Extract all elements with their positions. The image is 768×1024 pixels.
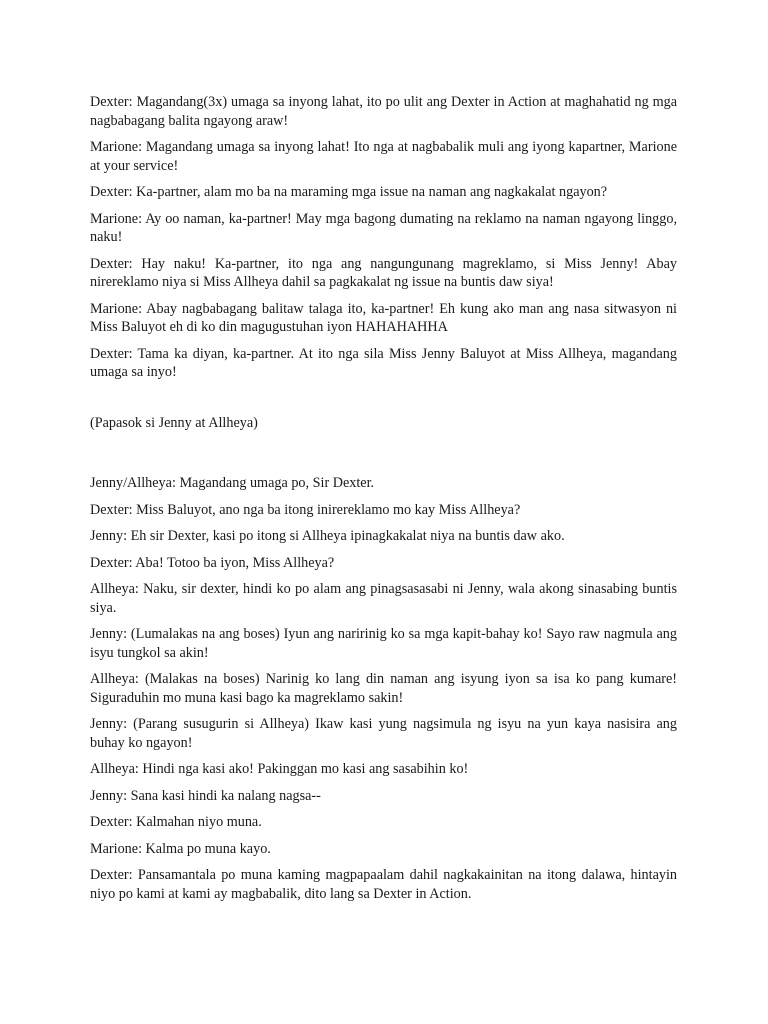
dialogue-line-jenny-1: Jenny: Eh sir Dexter, kasi po itong si Allheya ipinagkakalat niya na buntis daw ako. xyxy=(90,528,565,544)
dialogue-line-dexter-4: Dexter: Tama ka diyan, ka-partner. At ito nga sila Miss Jenny Baluyot at Miss Allheya, magandang umaga sa inyo! xyxy=(90,345,677,380)
dialogue-line-marione-1: Marione: Magandang umaga sa inyong lahat! Ito nga at nagbabalik muli ang iyong kapartner, Marione at your service! xyxy=(90,139,677,174)
dialogue-line-dexter-5: Dexter: Miss Baluyot, ano nga ba itong inirereklamo mo kay Miss Allheya? xyxy=(90,501,521,518)
dialogue-line-greeting: Jenny/Allheya: Magandang umaga po, Sir Dexter. xyxy=(90,475,375,491)
dialogue-line-marione-2: Marione: Ay oo naman, ka-partner! May mga bagong dumating na reklamo na naman ngayong linggo, naku! xyxy=(90,210,677,245)
dialogue-line-dexter-1: Dexter: Magandang(3x) umaga sa inyong lahat, ito po ulit ang Dexter in Action at maghahatid ng mga nagbabagang balita ngayong araw! xyxy=(90,94,677,129)
dialogue-line-dexter-7: Dexter: Kalmahan niyo muna. xyxy=(90,814,262,830)
stage-direction: (Papasok si Jenny at Allheya) xyxy=(90,414,258,431)
dialogue-line-allheya-3: Allheya: Hindi nga kasi ako! Pakinggan mo kasi ang sasabihin ko! xyxy=(90,761,469,777)
dialogue-line-allheya-2: Allheya: (Malakas na boses) Narinig ko lang din naman ang isyung iyon sa isa ko pang kumare! Siguraduhin mo muna kasi bago ka magreklamo sakin! xyxy=(90,671,677,706)
dialogue-line-jenny-4: Jenny: Sana kasi hindi ka nalang nagsa-- xyxy=(90,787,321,804)
dialogue-line-dexter-2: Dexter: Ka-partner, alam mo ba na maraming mga issue na naman ang nagkakalat ngayon? xyxy=(90,184,608,200)
dialogue-line-dexter-6: Dexter: Aba! Totoo ba iyon, Miss Allheya? xyxy=(90,554,335,571)
document-page xyxy=(90,93,677,911)
blank-space xyxy=(90,390,677,414)
dialogue-line-jenny-3: Jenny: (Parang susugurin si Allheya) Ikaw kasi yung nagsimula ng isyu na yun kaya nasisira ang buhay ko ngayon! xyxy=(90,716,677,751)
dialogue-line-marione-3: Marione: Abay nagbabagang balitaw talaga ito, ka-partner! Eh kung ako man ang nasa sitwasyon ni Miss Baluyot eh di ko din magugustuhan iyon HAHAHAHHA xyxy=(90,300,677,335)
dialogue-line-dexter-8: Dexter: Pansamantala po muna kaming magpapaalam dahil nagkakainitan na itong dalawa, hintayin niyo po kami at kami ay magbabalik, dito lang sa Dexter in Action. xyxy=(90,867,677,902)
dialogue-line-allheya-1: Allheya: Naku, sir dexter, hindi ko po alam ang pinagsasasabi ni Jenny, wala akong sinasabing buntis siya. xyxy=(90,581,677,616)
blank-space xyxy=(90,432,677,474)
dialogue-line-jenny-2: Jenny: (Lumalakas na ang boses) Iyun ang naririnig ko sa mga kapit-bahay ko! Sayo raw nagmula ang isyu tungkol sa akin! xyxy=(90,626,677,661)
dialogue-line-marione-4: Marione: Kalma po muna kayo. xyxy=(90,840,271,857)
dialogue-line-dexter-3: Dexter: Hay naku! Ka-partner, ito nga ang nangungunang magreklamo, si Miss Jenny! Abay nirereklamo niya si Miss Allheya dahil sa pagkakalat ng issue na buntis daw siya! xyxy=(90,255,677,290)
